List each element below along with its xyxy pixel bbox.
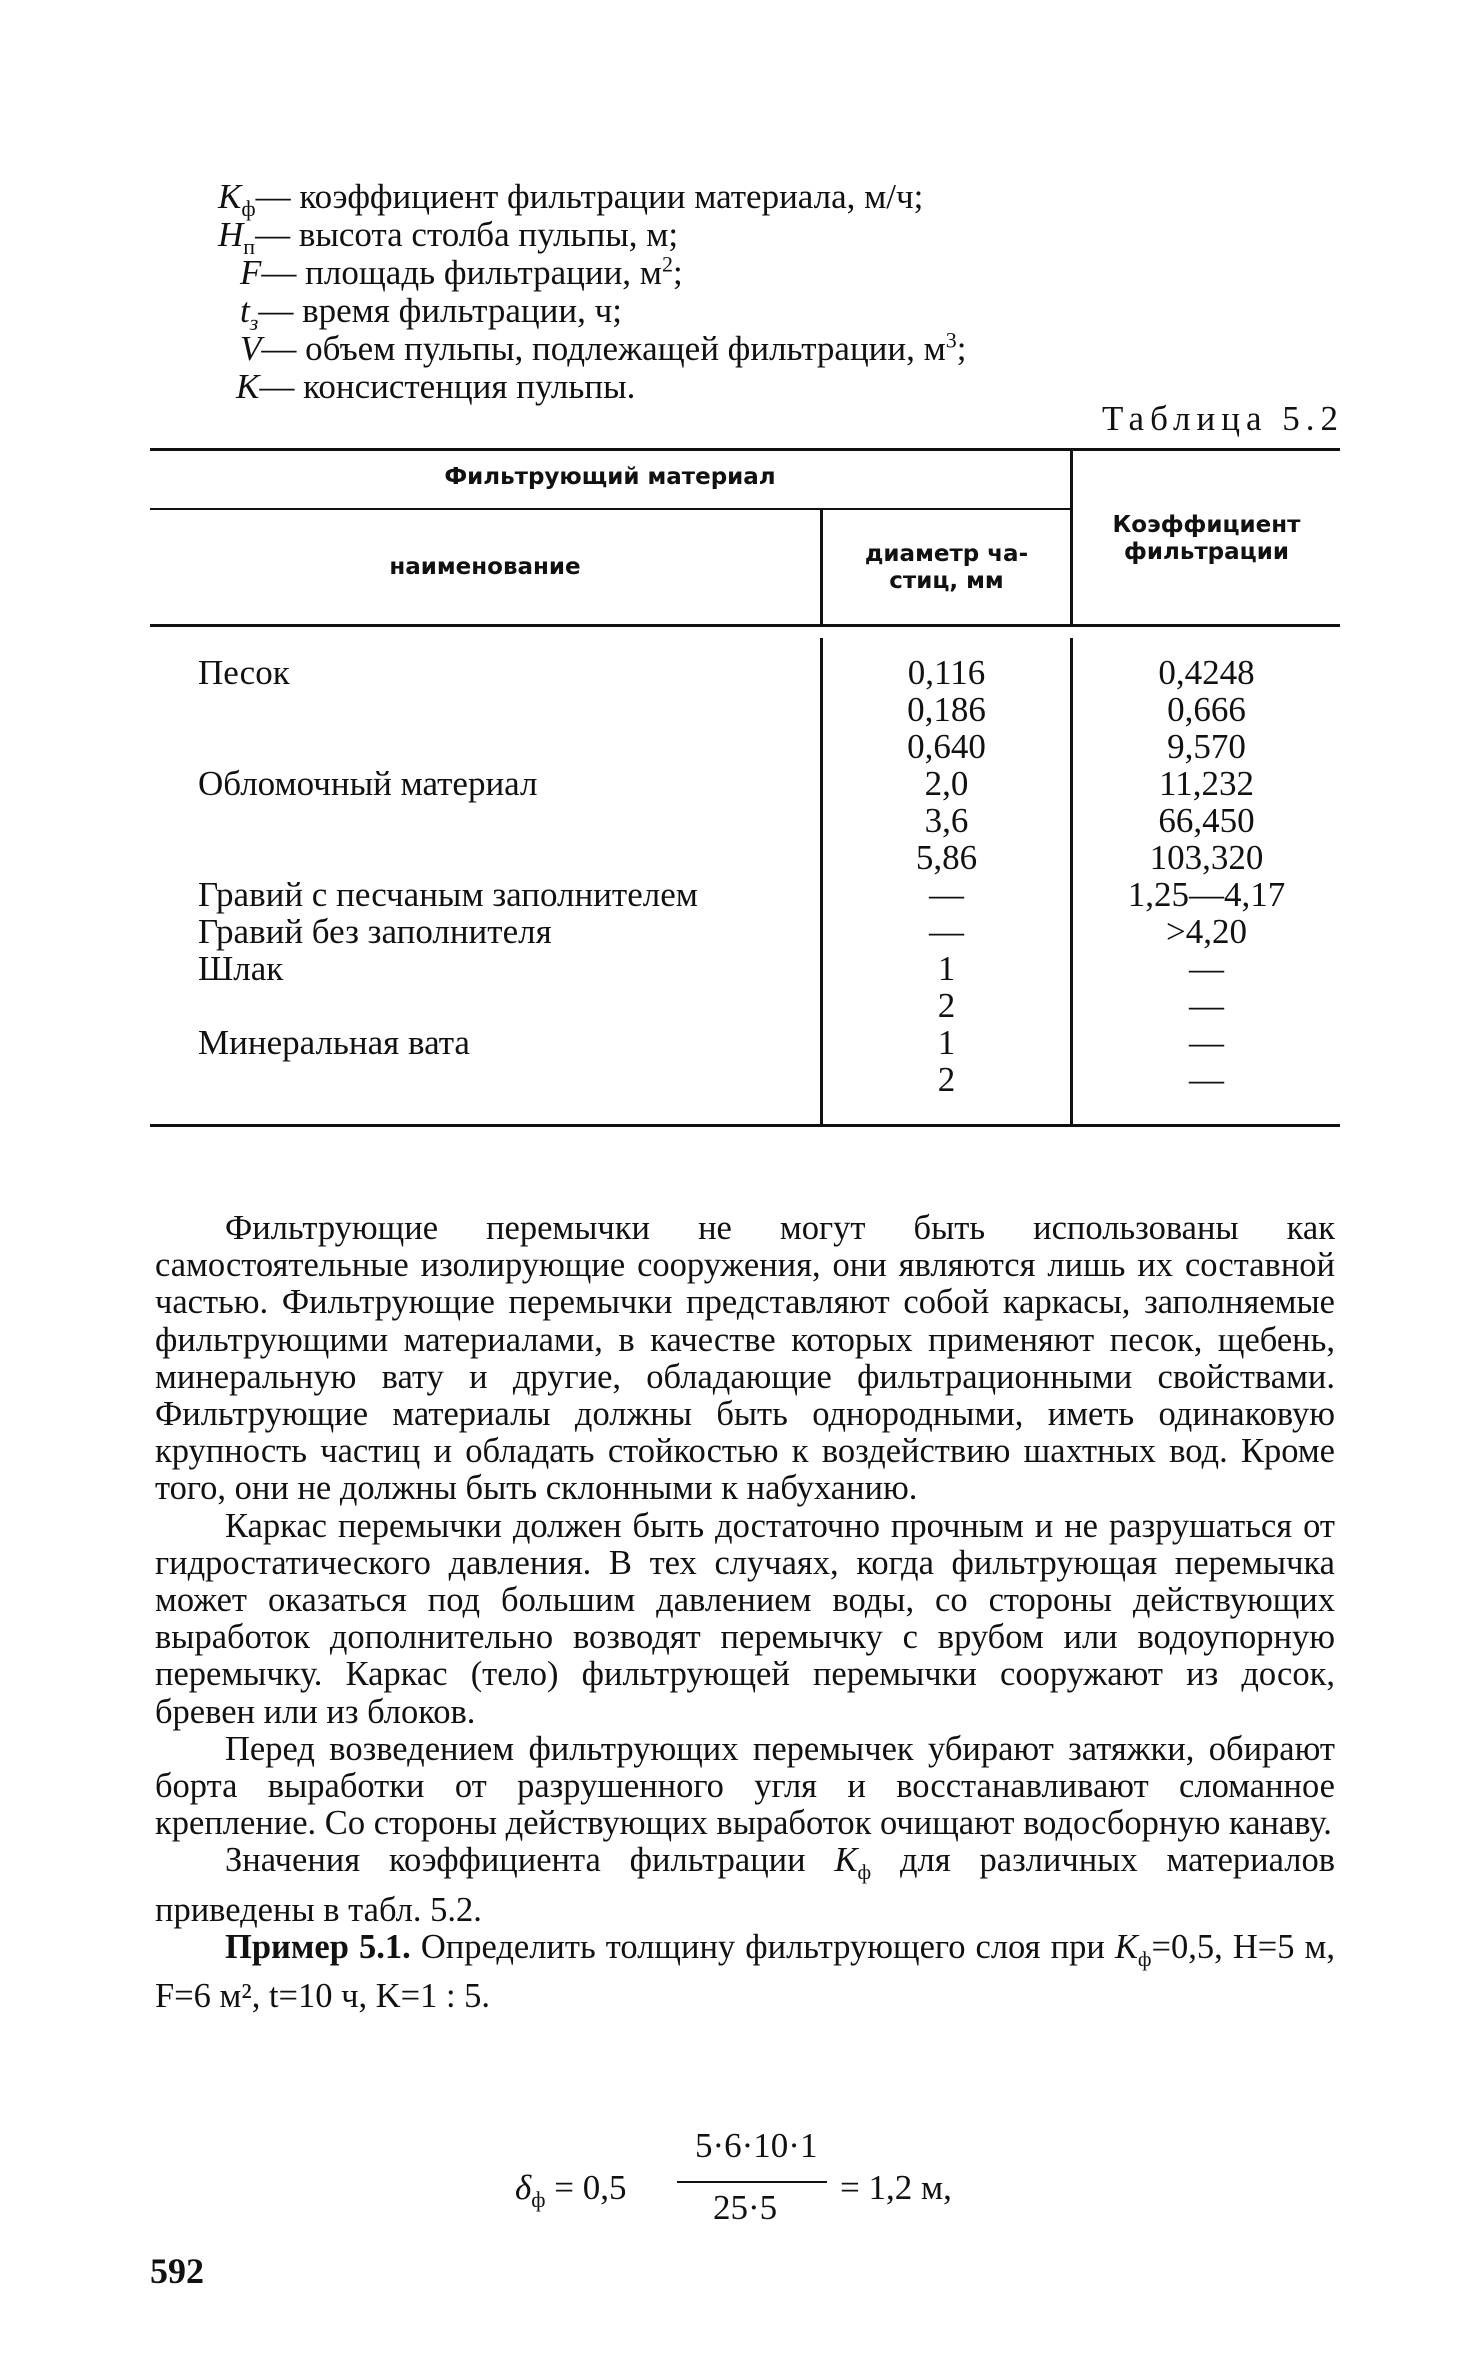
table-cell-diameter: 2,0: [924, 764, 969, 803]
legend-line: K— консистенция пульпы.: [236, 367, 636, 406]
legend-line: $H_п—$ высота столба пульпы, м;: [218, 215, 679, 259]
table-cell-diameter: 1: [937, 1023, 956, 1062]
table-cell-name: Обломочный материал: [198, 764, 538, 803]
table-group-rule: [150, 508, 1070, 510]
filtration-table: [150, 448, 1340, 1138]
table-cell-coefficient: 0,666: [1167, 690, 1246, 729]
table-cell-coefficient: 103,320: [1149, 838, 1264, 877]
table-cell-diameter: 2: [937, 986, 956, 1025]
table-cell-coefficient: —: [1189, 986, 1224, 1025]
legend-line: $t_з—$ время фильтрации, ч;: [240, 291, 622, 335]
table-cell-diameter: 3,6: [924, 801, 969, 840]
table-cell-name: Гравий с песчаным заполнителем: [198, 875, 698, 914]
table-cell-diameter: 0,186: [907, 690, 986, 729]
table-top-rule: [150, 448, 1340, 451]
example-paragraph: Пример 5.1. Определить толщину фильтрующего слоя при $K_ф=0,5$, H=5 м, F=6 м², t=10 ч, K=1 : 5.: [155, 1927, 1335, 2015]
table-cell-coefficient: 1,25—4,17: [1127, 875, 1286, 914]
table-cell-coefficient: 11,232: [1159, 764, 1254, 803]
table-cell-diameter: 0,640: [907, 727, 986, 766]
fraction-bar: [677, 2181, 827, 2183]
legend-line: V— объем пульпы, подлежащей фильтрации, $м^3$;: [240, 327, 967, 368]
table-cell-name: Песок: [198, 653, 290, 692]
header-filter-material: Фильтрующий материал: [444, 464, 776, 490]
table-cell-name: Гравий без заполнителя: [198, 912, 552, 951]
table-cell-diameter: 2: [937, 1060, 956, 1099]
table-header-rule: [150, 624, 1340, 627]
paragraph: Фильтрующие перемычки не могут быть использованы как самостоятельные изолирующие сооружения, они являются лишь их составной частью. Фильтрующие перемычки представляют собой каркасы, заполняемые фильтрующими материалами, в качестве которых применяют песок, щебень, минеральную вату и другие, обладающие фильтрационными свойствами. Фильтрующие материалы должны быть однородными, иметь одинаковую крупность частиц и обладать стойкостью к воздействию шахтных вод. Кроме того, они не должны быть склонными к набуханию.: [155, 1209, 1335, 1508]
table-cell-name: Шлак: [198, 949, 284, 988]
table-cell-coefficient: —: [1189, 949, 1224, 988]
table-cell-coefficient: 9,570: [1167, 727, 1246, 766]
header-diameter: диаметр ча- стиц, мм: [864, 541, 1029, 594]
paragraph: Каркас перемычки должен быть достаточно прочным и не разрушаться от гидростатического давления. В тех случаях, когда фильтрующая перемычка может оказаться под большим давлением воды, со стороны действующих выработок дополнительно возводят перемычку с врубом или водоупорную перемычку. Каркас (тело) фильтрующей перемычки сооружают из досок, бревен или из блоков.: [155, 1506, 1335, 1731]
table-caption: Таблица 5.2: [1102, 399, 1344, 438]
table-cell-diameter: 0,116: [907, 653, 986, 692]
page-number: 592: [150, 2251, 204, 2291]
table-cell-coefficient: —: [1189, 1023, 1224, 1062]
header-coefficient: Коэффициент фильтрации: [1112, 512, 1301, 565]
header-name: наименование: [389, 554, 581, 580]
table-cell-coefficient: 66,450: [1158, 801, 1255, 840]
table-cell-name: Минеральная вата: [198, 1023, 470, 1062]
paragraph: Перед возведением фильтрующих перемычек убирают затяжки, обирают борта выработки от разрушенного угля и восстанавливают сломанное крепление. Со стороны действующих выработок очищают водосборную канаву.: [155, 1729, 1335, 1843]
table-bottom-rule: [150, 1124, 1340, 1127]
formula-result: = 1,2 м,: [840, 2168, 952, 2207]
legend-line: $K_ф—$ коэффициент фильтрации материала, м/ч;: [218, 177, 924, 221]
formula-numerator: 5·6·10·1: [695, 2126, 818, 2165]
table-cell-diameter: —: [929, 912, 964, 951]
table-cell-coefficient: —: [1189, 1060, 1224, 1099]
formula: $\delta_ф = 0,5$ 5·6·10·1 25·5 = 1,2 м,: [515, 2126, 952, 2227]
table-cell-diameter: 1: [937, 949, 956, 988]
paragraph: Значения коэффициента фильтрации $K_ф$ для различных материалов приведены в табл. 5.2.: [155, 1841, 1335, 1929]
formula-denominator: 25·5: [713, 2188, 778, 2227]
table-cell-coefficient: 0,4248: [1158, 653, 1255, 692]
table-cell-diameter: —: [929, 875, 964, 914]
body-text: [155, 1210, 1335, 2015]
table-cell-diameter: 5,86: [915, 838, 978, 877]
table-cell-coefficient: >4,20: [1166, 912, 1247, 951]
legend-line: F— площадь фильтрации, $м^2$;: [240, 251, 683, 292]
